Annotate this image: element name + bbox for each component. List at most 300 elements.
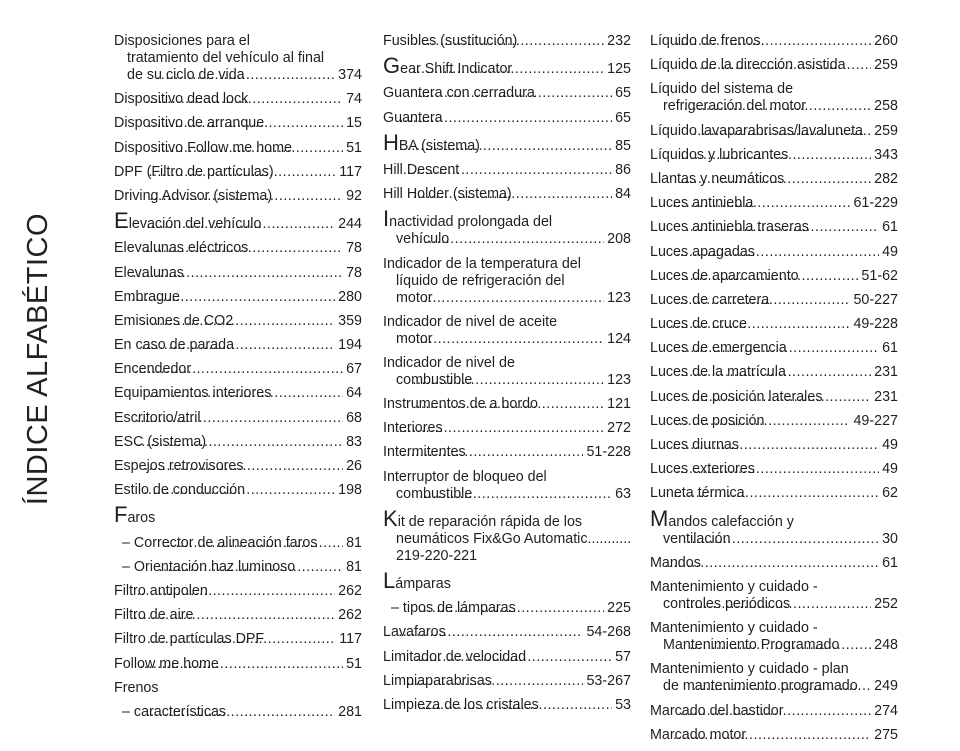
index-entry-text: ventilación [663, 530, 731, 547]
page-number: 65 [615, 109, 631, 126]
page-number: 49 [882, 437, 898, 453]
index-entry-text: HBA (sistema) [383, 129, 480, 155]
page-number: 67 [346, 361, 362, 378]
index-entry [114, 656, 362, 673]
dot-leader [683, 531, 879, 548]
section-initial-letter: H [383, 129, 399, 155]
index-entry-text: Filtro de partículas DPF [114, 631, 265, 648]
dot-leader [407, 138, 612, 155]
dot-leader [675, 461, 879, 478]
page-number: 281 [338, 703, 362, 720]
page-number: 343 [874, 146, 898, 163]
dot-leader [418, 600, 604, 617]
index-entry-text: Mandos calefacción y [650, 505, 794, 531]
page-number: 78 [346, 264, 362, 281]
page-number: 64 [346, 385, 362, 402]
index-entry [383, 420, 631, 437]
index-entry-text: Luces diurnas [650, 437, 740, 453]
index-entry-text: Líquido de frenos [650, 33, 761, 49]
index-entry-text: Limpiaparabrisas [383, 672, 492, 689]
index-entry [114, 680, 362, 697]
page-number: 78 [346, 240, 362, 257]
index-entry-text: Intermitentes [383, 444, 466, 461]
page-number: 51 [346, 655, 362, 672]
page-number: 225 [607, 600, 631, 617]
index-entry [114, 313, 362, 330]
index-entry [383, 85, 631, 102]
index-entry [650, 727, 898, 744]
index-entry-text: Emisiones de CO2 [114, 312, 234, 329]
index-entry [383, 53, 631, 79]
index-entry [383, 624, 631, 641]
dot-leader [673, 727, 871, 744]
index-entry-text: Equipamientos interiores [114, 385, 272, 402]
section-initial-letter: L [383, 568, 396, 593]
dot-leader [141, 337, 335, 354]
index-entry [650, 413, 898, 430]
index-entry [114, 208, 362, 234]
index-entry [650, 340, 898, 357]
index-entry-text: Indicador de la temperatura del [383, 255, 581, 272]
index-entry [114, 482, 362, 499]
index-entry [383, 444, 631, 461]
index-entry [383, 186, 631, 203]
index-entry [114, 164, 362, 181]
page-number: 280 [338, 288, 362, 305]
page-number: 68 [346, 409, 362, 426]
dot-leader [673, 485, 879, 502]
index-entry-text: Guantera [383, 109, 443, 126]
index-entry-text: Luces exteriores [650, 461, 755, 478]
dot-leader [689, 637, 871, 654]
page-number: 53 [615, 696, 631, 713]
index-entry-text: Faros [114, 502, 156, 528]
dot-leader [693, 123, 871, 140]
index-entry [114, 458, 362, 475]
page-number: 74 [346, 91, 362, 108]
section-title: ÍNDICE ALFABÉTICO [22, 212, 54, 506]
dot-leader [137, 434, 343, 451]
index-entry [650, 505, 898, 548]
dot-leader [149, 385, 343, 402]
index-column-1 [114, 33, 362, 728]
index-entry [650, 81, 898, 115]
index-entry-text: Frenos [114, 679, 159, 696]
index-entry [383, 673, 631, 690]
dot-leader [406, 673, 583, 690]
index-entry [383, 33, 631, 50]
index-entry-text: Llantas y neumáticos [650, 170, 785, 187]
index-entry [383, 206, 631, 248]
page-number: 30 [882, 530, 898, 547]
dot-leader [681, 268, 859, 285]
dot-leader [145, 91, 343, 108]
index-entry [383, 129, 631, 155]
index-entry-text: Gear Shift Indicator [383, 53, 513, 79]
index-entry-text: Limitador de velocidad [383, 648, 527, 665]
page-number: 121 [607, 396, 631, 413]
dot-leader [424, 290, 605, 307]
section-initial-letter: E [114, 208, 129, 234]
index-entry-text: Marcado motor [650, 726, 747, 743]
dot-leader [137, 583, 336, 600]
dot-leader [672, 437, 879, 454]
index-entry-text: Mantenimiento y cuidado - plan [650, 661, 849, 678]
section-initial-letter: F [114, 502, 128, 528]
page-number: 272 [607, 420, 631, 437]
dot-leader [680, 703, 871, 720]
index-entry [383, 697, 631, 714]
index-entry [650, 195, 898, 212]
index-entry-text: Indicador de nivel de aceite [383, 313, 558, 330]
index-entry-text: Filtro de aire [114, 607, 194, 624]
page-number: 49-227 [853, 412, 898, 429]
dot-leader [134, 361, 343, 378]
page-number: 85 [615, 137, 631, 154]
dot-leader [402, 444, 584, 461]
index-entry-text: Fusibles (sustitución) [383, 33, 518, 49]
dot-leader [417, 85, 612, 102]
page-number: 259 [874, 122, 898, 139]
index-entry [383, 469, 631, 503]
page-number: 51-62 [861, 267, 898, 284]
dot-leader [134, 607, 335, 624]
index-entry-text: Guantera con cerradura [383, 85, 535, 102]
page-number: 53-267 [586, 672, 631, 689]
index-entry-text: Luces de emergencia [650, 340, 787, 357]
index-entry-text: Estilo de conducción [114, 482, 246, 499]
index-entry-text: Elevalunas [114, 264, 184, 281]
index-entry-text: Líquido de la dirección asistida [650, 57, 846, 74]
dot-leader [145, 240, 343, 257]
index-entry [650, 316, 898, 333]
dot-leader [671, 316, 850, 333]
dot-leader [147, 631, 336, 648]
dot-leader [144, 458, 343, 475]
index-entry-text: Hill Descent [383, 161, 460, 178]
dot-leader [148, 115, 343, 132]
section-initial-letter: G [383, 53, 401, 79]
page-number: 260 [874, 33, 898, 49]
page-number: 231 [874, 364, 898, 381]
page-number: 117 [339, 163, 362, 180]
index-entry-text: En caso de parada [114, 337, 235, 354]
index-entry-text: refrigeración del motor [663, 98, 807, 115]
dot-leader [664, 555, 879, 572]
page-number: 249 [874, 678, 898, 695]
index-entry-text: Hill Holder (sistema) [383, 186, 512, 203]
index-entry [114, 434, 362, 451]
index-entry [383, 568, 631, 593]
page-number: 63 [615, 485, 631, 502]
page-number: 49-228 [853, 316, 898, 333]
index-entry [383, 396, 631, 413]
dot-leader [680, 171, 871, 188]
index-entry-text: vehículo [396, 231, 450, 248]
page-number: 232 [607, 33, 631, 49]
index-entry [114, 33, 362, 84]
page-number: 194 [338, 337, 362, 354]
index-entry-text: Elevalunas eléctricos [114, 240, 249, 257]
index-entry-text: Luces de posición [650, 412, 765, 429]
index-entry-text: Follow me home [114, 655, 219, 672]
index-entry-text: Driving Advisor (sistema) [114, 187, 273, 204]
page-number: 61-229 [853, 195, 898, 212]
dot-leader [685, 219, 879, 236]
index-entry-text: de mantenimiento programado [663, 678, 858, 695]
page-number: 208 [607, 231, 631, 248]
page-number: 123 [607, 289, 631, 306]
index-entry [650, 244, 898, 261]
page-number: 252 [874, 595, 898, 612]
page-number: 61 [882, 554, 898, 571]
index-entry [650, 461, 898, 478]
index-entry-text: DPF (Filtro de partículas) [114, 163, 274, 180]
dot-leader [692, 678, 871, 695]
page-number: 125 [607, 61, 631, 78]
index-entry-text: Dispositivo de arranque [114, 115, 265, 132]
index-entry-text: Interiores [383, 420, 443, 437]
page-number: 15 [346, 115, 362, 132]
page-number: 124 [607, 330, 631, 347]
index-entry-text: Luces apagadas [650, 243, 755, 260]
index-entry-text: Líquidos y lubricantes [650, 146, 789, 163]
index-entry [650, 437, 898, 454]
page-number: 92 [346, 187, 362, 204]
index-entry [650, 147, 898, 164]
page-number: 259 [874, 57, 898, 74]
index-entry-text: de su ciclo de vida [127, 67, 245, 83]
dot-leader [417, 396, 605, 413]
index-entry-text: 219-220-221 [396, 547, 478, 564]
index-entry [114, 502, 362, 528]
page-number: 123 [607, 371, 631, 388]
index-entry-text: Luces antiniebla [650, 195, 754, 212]
index-entry-text: tratamiento del vehículo al final [127, 50, 325, 66]
page-number: 54-268 [586, 624, 631, 641]
index-entry [650, 219, 898, 236]
index-entry [650, 661, 898, 695]
index-entry-text: Dispositivo dead lock [114, 91, 249, 108]
page-number: 274 [874, 702, 898, 719]
index-entry [114, 361, 362, 378]
index-entry-text: Marcado del bastidor [650, 702, 784, 719]
index-entry-text: Luneta térmica [650, 485, 745, 502]
index-entry-text: Luces antiniebla traseras [650, 219, 809, 236]
dot-leader [684, 98, 871, 115]
index-entry-text: Luces de la matrícula [650, 364, 786, 381]
dot-leader [141, 313, 335, 330]
dot-leader [403, 162, 612, 179]
page-number: 81 [346, 558, 362, 575]
page-number: 50-227 [853, 291, 898, 308]
page-number: 57 [615, 648, 631, 665]
index-entry [383, 110, 631, 127]
index-entry [650, 123, 898, 140]
index-entry [650, 555, 898, 572]
index-entry [650, 389, 898, 406]
index-entry-text: Indicador de nivel de [383, 354, 515, 371]
dot-leader [686, 596, 871, 613]
page-number: 262 [338, 607, 362, 624]
index-entry [650, 703, 898, 720]
index-entry-text: Luces de posición laterales [650, 388, 823, 405]
index-entry [114, 91, 362, 108]
page-number: 374 [338, 67, 362, 83]
index-entry-text: Mantenimiento y cuidado - [650, 578, 818, 595]
dot-leader [413, 372, 605, 389]
index-entry [383, 314, 631, 348]
page-number: 275 [874, 726, 898, 743]
index-entry-text: Lámparas [383, 568, 451, 593]
dot-leader [674, 413, 850, 430]
index-entry-text: Embrague [114, 288, 180, 305]
index-entry-text: – Corrector de alineación faros [122, 534, 318, 551]
dot-leader [672, 195, 850, 212]
page-number: 84 [615, 186, 631, 203]
index-entry [114, 410, 362, 427]
page-number: 282 [874, 170, 898, 187]
index-entry [114, 559, 362, 576]
dot-leader [676, 33, 871, 50]
section-initial-letter: I [383, 206, 390, 232]
index-entry [114, 188, 362, 205]
index-entry-text: – tipos de lámparas [391, 600, 516, 617]
index-entry-text: Disposiciones para el [114, 33, 250, 49]
dot-leader [162, 535, 343, 552]
index-entry-text: Líquido del sistema de [650, 81, 794, 98]
index-entry [383, 505, 632, 565]
dot-leader [398, 624, 583, 641]
index-entry [650, 33, 898, 50]
index-entry-text: controles periódicos [663, 595, 791, 612]
dot-leader [420, 331, 604, 348]
page-number: 61 [882, 219, 898, 236]
page-number: 117 [339, 631, 362, 648]
index-entry [114, 115, 362, 132]
index-entry-text: – características [122, 703, 227, 720]
section-initial-letter: K [383, 505, 398, 531]
index-entry-text: Mandos [650, 554, 701, 571]
page-number: 51 [346, 139, 362, 156]
index-entry [650, 620, 898, 654]
index-entry [114, 265, 362, 282]
index-entry-text: Líquido lavaparabrisas/lavaluneta [650, 122, 864, 139]
index-entry-text: motor [396, 289, 433, 306]
dot-leader [399, 420, 604, 437]
index-entry [383, 355, 631, 389]
index-entry [650, 485, 898, 502]
dot-leader [132, 265, 343, 282]
dot-leader [131, 289, 335, 306]
index-entry-text: Dispositivo Follow me home [114, 139, 292, 156]
page-number: 49 [882, 461, 898, 478]
index-entry [383, 256, 631, 307]
page-number: 198 [338, 482, 362, 499]
page-number: 231 [874, 388, 898, 405]
index-entry [650, 364, 898, 381]
index-entry [650, 292, 898, 309]
dot-leader [146, 704, 335, 721]
page-number: 244 [338, 216, 362, 233]
index-entry-text: Elevación del vehículo [114, 208, 262, 234]
page-number: 65 [615, 85, 631, 102]
index-entry-text: Instrumentos de a bordo [383, 396, 538, 413]
index-entry-text: – Orientación haz luminoso [122, 558, 296, 575]
index-entry-text: Filtro antipolen [114, 582, 208, 599]
index-entry [383, 600, 631, 617]
index-entry-text: motor [396, 330, 433, 347]
dot-leader [412, 61, 604, 78]
index-entry-text: combustible [396, 485, 473, 502]
page-number: 86 [615, 161, 631, 178]
index-entry-text: Kit de reparación rápida de los [383, 505, 583, 531]
index-column-2 [383, 33, 631, 721]
index-entry-text: Espejos retrovisores [114, 458, 244, 474]
dot-leader [399, 110, 612, 127]
index-entry [383, 649, 631, 666]
index-entry-text: Luces de aparcamiento [650, 267, 799, 284]
dot-leader [419, 486, 612, 503]
dot-leader [681, 340, 879, 357]
dot-leader [419, 231, 604, 248]
index-entry-text: ESC (sistema) [114, 433, 207, 450]
dot-leader [413, 33, 604, 50]
dot-leader [153, 140, 344, 157]
dot-leader: ........... [587, 530, 632, 547]
index-entry-text: Inactividad prolongada del [383, 206, 553, 232]
page-number: 81 [346, 534, 362, 551]
dot-leader [416, 649, 613, 666]
page-number: 83 [346, 433, 362, 450]
index-entry [114, 289, 362, 306]
page-number: 258 [874, 98, 898, 115]
index-entry-text: Escritorio/atril [114, 409, 201, 426]
index-entry [650, 57, 898, 74]
page-number: 359 [338, 312, 362, 329]
index-entry-text: Interruptor de bloqueo del [383, 468, 547, 485]
dot-leader [156, 67, 335, 84]
index-entry [650, 579, 898, 613]
dot-leader [675, 292, 851, 309]
index-entry-text: Luces de cruce [650, 316, 747, 333]
dot-leader [148, 164, 336, 181]
dot-leader [680, 364, 871, 381]
page-number: 51-228 [586, 444, 631, 461]
page-number: 61 [882, 340, 898, 357]
page-number: 26 [346, 458, 362, 474]
dot-leader [136, 410, 343, 427]
dot-leader [413, 186, 612, 203]
index-entry [650, 268, 898, 285]
section-initial-letter: M [650, 505, 669, 531]
index-entry [114, 140, 362, 157]
page-number: 262 [338, 582, 362, 599]
dot-leader [149, 188, 343, 205]
dot-leader [681, 147, 871, 164]
index-entry [114, 385, 362, 402]
dot-leader [143, 482, 335, 499]
index-entry-text: Mantenimiento Programado [663, 637, 840, 654]
dot-leader [159, 559, 344, 576]
index-entry-text: líquido de refrigeración del [396, 272, 565, 289]
dot-leader [686, 389, 871, 406]
dot-leader [418, 697, 612, 714]
index-entry [114, 607, 362, 624]
dot-leader [139, 656, 343, 673]
index-entry-text: Luces de carretera [650, 291, 770, 308]
index-column-3 [650, 33, 898, 751]
